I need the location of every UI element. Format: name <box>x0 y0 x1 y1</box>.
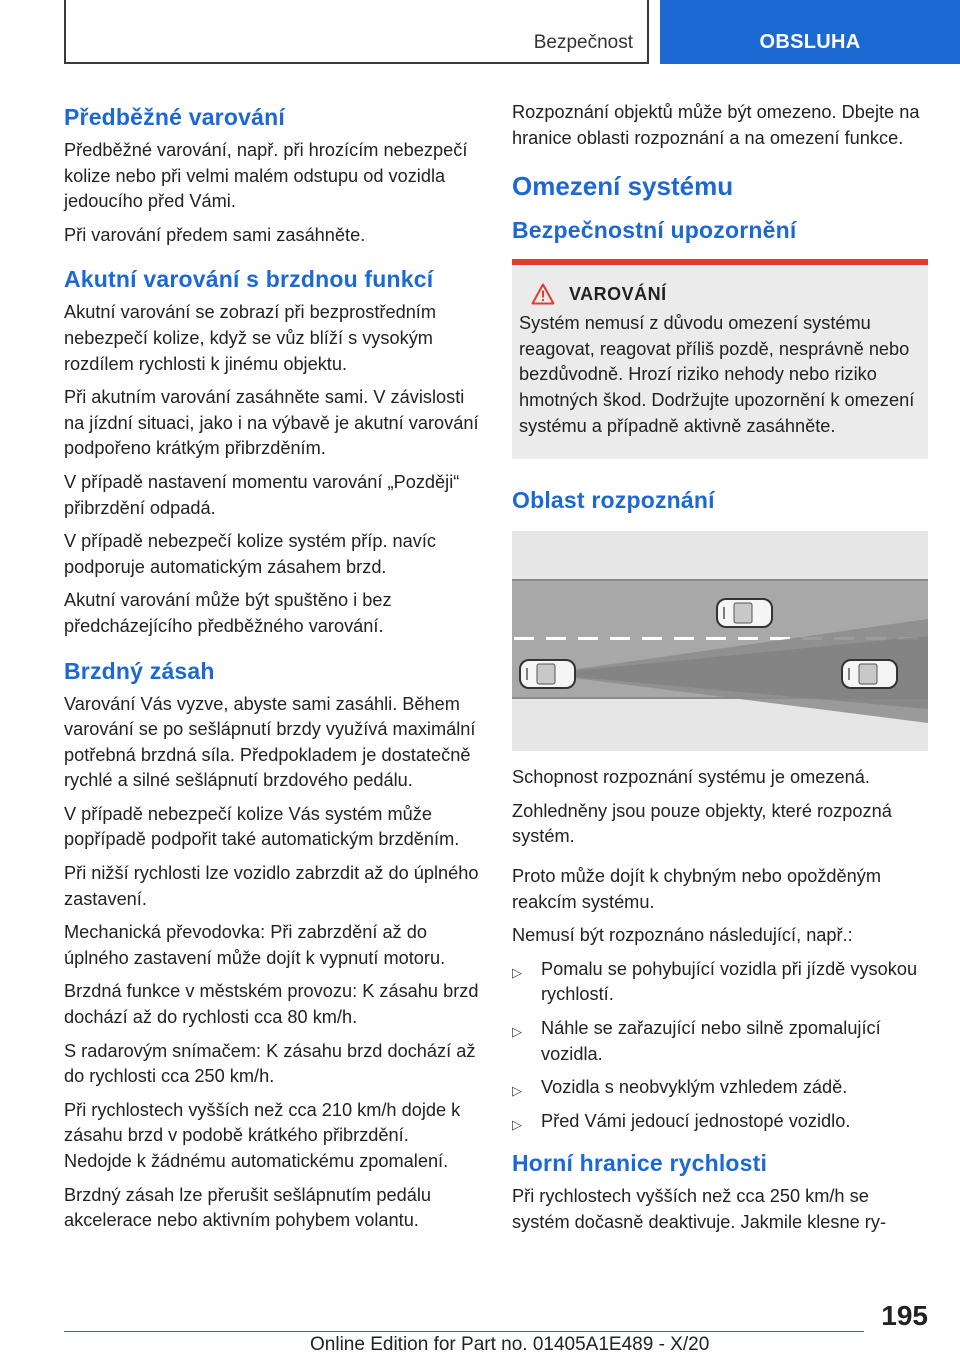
warning-text: Systém nemusí z důvodu omezení systému reagovat, reagovat příliš pozdě, nesprávně nebo bezdůvodně. Hrozí riziko nehody nebo riziko hmotných škod. Dodržujte upozornění k omezení systému a případně aktivně zasáhněte. <box>519 313 915 436</box>
warning-triangle-icon <box>531 283 555 305</box>
car-icon <box>842 660 897 688</box>
header-section-box <box>64 0 649 64</box>
paragraph: Předběžné varování, např. při hrozícím nebezpečí kolize nebo při velmi malém odstupu od vozidla jedoucího před Vámi. <box>64 140 468 212</box>
paragraph: V případě nastavení momentu varování „Později“ přibrzdění odpadá. <box>64 471 460 518</box>
list-item: ▷ Před Vámi jedoucí jednostopé vozidlo. <box>512 1109 928 1135</box>
paragraph: V případě nebezpečí kolize systém příp. navíc podporuje automatickým zásahem brzd. <box>64 531 437 577</box>
left-column <box>64 100 480 1242</box>
page-number: 195 <box>881 1300 928 1331</box>
paragraph: Při nižší rychlosti lze vozidlo zabrzdit až do úplného zastavení. <box>64 863 479 909</box>
paragraph: Při varování předem sami zasáhněte. <box>64 224 366 245</box>
footer-divider <box>64 1331 864 1332</box>
list-item: ▷ Vozidla s neobvyklým vzhledem zádě. <box>512 1075 928 1101</box>
paragraph: Varování Vás vyzve, abyste sami zasáhli. Během varování se po sešlápnutí brzdy využívá maximální potřebná brzdná síla. Předpokladem je dostatečně rychlé a silné sešlápnutí brzdového pedálu. <box>64 693 476 791</box>
triangle-right-icon: ▷ <box>512 1116 522 1132</box>
paragraph: Brzdná funkce v městském provozu: K zásahu brzd dochází až do rychlosti cca 80 km/h. <box>64 981 479 1028</box>
heading-safety-notes: Bezpečnostní upozornění <box>512 217 797 244</box>
detection-range-diagram <box>512 531 928 751</box>
heading-braking-intervention: Brzdný zásah <box>64 657 215 684</box>
car-icon <box>520 660 575 688</box>
unrecognized-list <box>512 957 928 1135</box>
list-item: ▷ Náhle se zařazující nebo silně zpomalující vozidla. <box>512 1017 881 1064</box>
paragraph: Schopnost rozpoznání systému je omezená. <box>512 767 870 788</box>
car-icon <box>717 599 772 627</box>
heading-acute-warning: Akutní varování s brzdnou funkcí <box>64 266 434 293</box>
paragraph: Při rychlostech vyšších než cca 250 km/h se systém dočasně deaktivuje. Jakmile klesne ry- <box>512 1186 887 1232</box>
heading-system-limits: Omezení systému <box>512 171 734 202</box>
paragraph: Při rychlostech vyšších než cca 210 km/h dojde k zásahu brzd v podobě krátkého přibrzdění. Nedojde k žádnému automatickému zpomalení. <box>64 1099 461 1171</box>
paragraph: S radarovým snímačem: K zásahu brzd dochází až do rychlosti cca 250 km/h. <box>64 1040 476 1087</box>
warning-box <box>512 259 928 459</box>
paragraph: Zohledněny jsou pouze objekty, které rozpozná systém. <box>512 800 892 847</box>
heading-detection-range: Oblast rozpoznání <box>512 487 715 514</box>
header-chapter-title: OBSLUHA <box>759 31 861 53</box>
paragraph: Proto může dojít k chybným nebo opožděným reakcím systému. <box>512 865 881 912</box>
paragraph: Mechanická převodovka: Při zabrzdění až do úplného zastavení může dojít k vypnutí motoru. <box>64 922 446 968</box>
list-item: ▷ Pomalu se pohybující vozidla při jízdě vysokou rychlostí. <box>512 958 918 1005</box>
heading-pre-warning: Předběžné varování <box>64 104 285 130</box>
header-chapter-tab <box>660 0 960 64</box>
paragraph: Rozpoznání objektů může být omezeno. Dbejte na hranice oblasti rozpoznání a na omezení funkce. <box>512 102 920 148</box>
warning-header <box>519 283 922 305</box>
footer-edition: Online Edition for Part no. 01405A1E489 - X/20 <box>310 1334 710 1355</box>
paragraph: Při akutním varování zasáhněte sami. V závislosti na jízdní situaci, jako i na výbavě je akutní varování podpořeno krátkým přibrzděním. <box>64 387 479 459</box>
header-section-title: Bezpečnost <box>533 32 633 53</box>
triangle-right-icon: ▷ <box>512 1083 522 1099</box>
paragraph: Akutní varování může být spuštěno i bez předcházejícího předběžného varování. <box>64 590 392 636</box>
paragraph: Nemusí být rozpoznáno následující, např.: <box>512 925 853 946</box>
triangle-right-icon: ▷ <box>512 1023 522 1039</box>
right-column <box>512 100 928 1243</box>
paragraph: Akutní varování se zobrazí při bezprostředním nebezpečí kolize, když se vůz blíží s vysokým rozdílem rychlosti k jinému objektu. <box>64 302 437 374</box>
heading-speed-limit: Horní hranice rychlosti <box>512 1150 768 1177</box>
warning-title: VAROVÁNÍ <box>569 283 667 304</box>
triangle-right-icon: ▷ <box>512 964 522 980</box>
paragraph: Brzdný zásah lze přerušit sešlápnutím pedálu akcelerace nebo aktivním pohybem volantu. <box>64 1184 431 1231</box>
paragraph: V případě nebezpečí kolize Vás systém může popřípadě podpořit také automatickým brzděním. <box>64 803 460 850</box>
